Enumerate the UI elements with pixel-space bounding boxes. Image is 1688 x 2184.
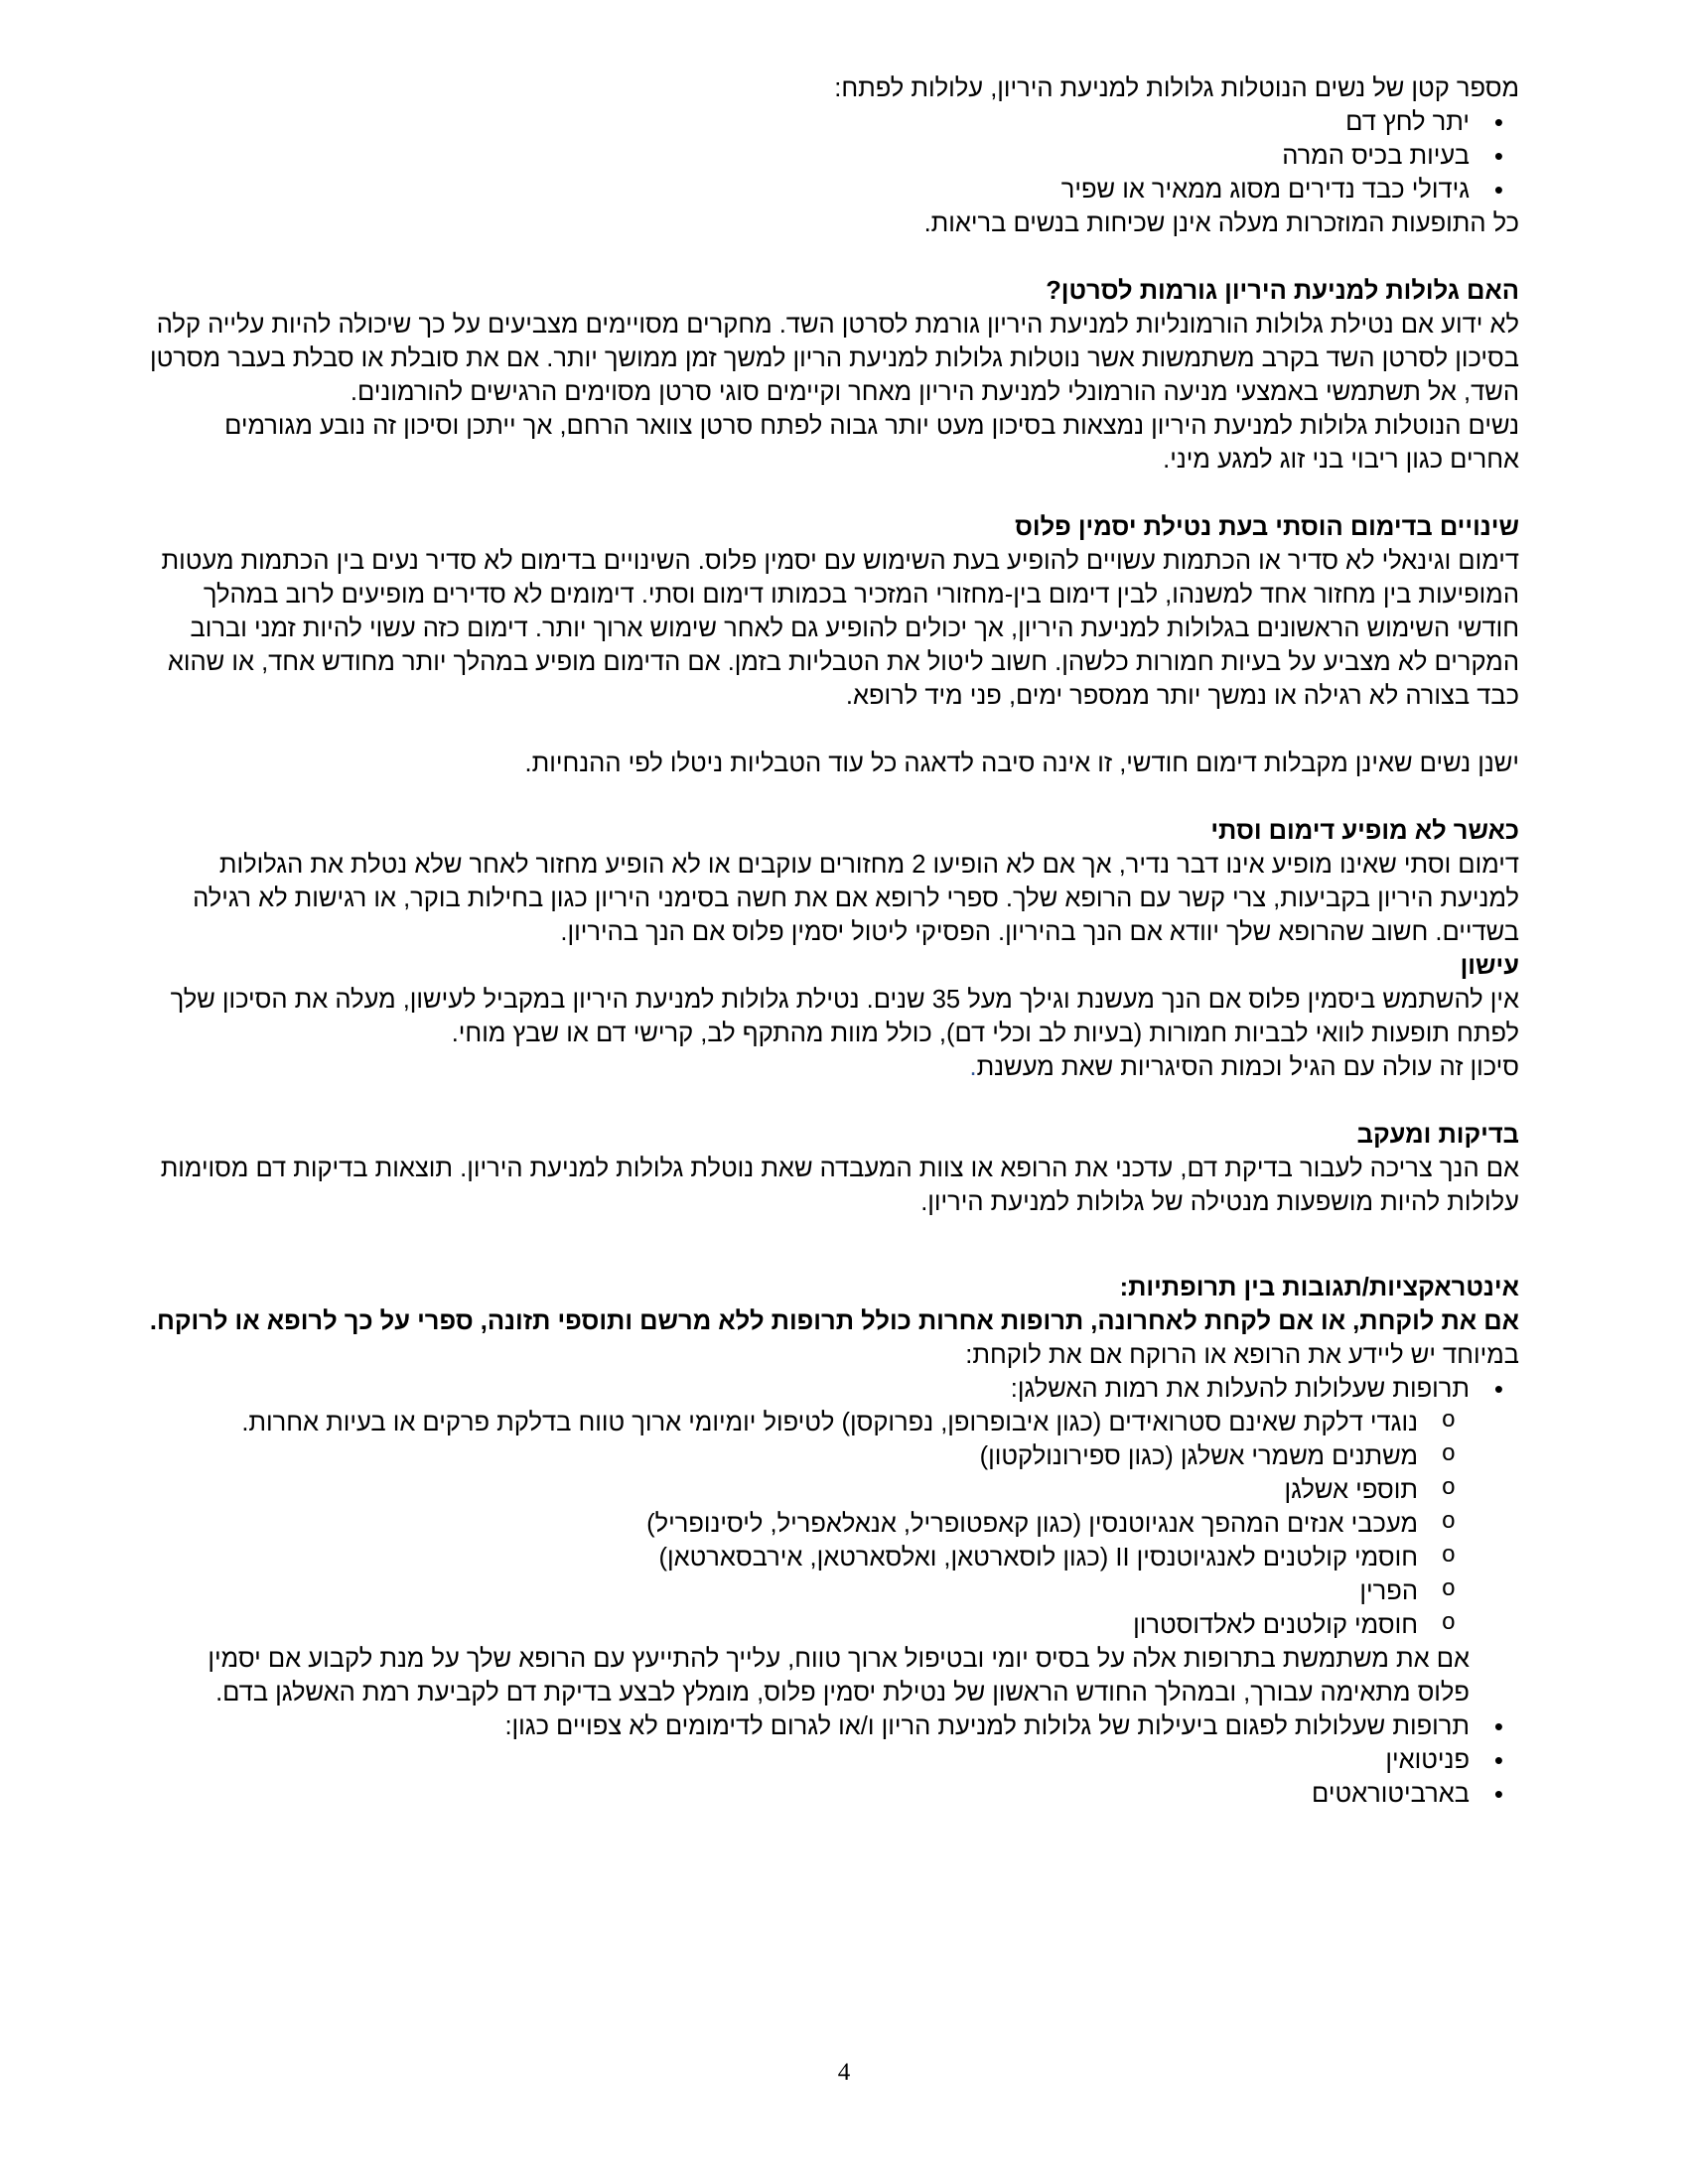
list-item: o מעכבי אנזים המהפך אנגיוטנסין (כגון קאפטופריל, אנאלאפריל, ליסינופריל): [149, 1507, 1470, 1541]
cancer-paragraph: נשים הנוטלות גלולות למניעת היריון נמצאות בסיכון מעט יותר גבוה לפתח סרטן צוואר הרחם, אך ייתכן וסיכון זה נובע מגורמים אחרים כגון ריבוי בני זוג למגע מיני.: [224, 412, 1519, 474]
intro-lead: מספר קטן של נשים הנוטלות גלולות למניעת היריון, עלולות לפתח:: [834, 74, 1519, 102]
list-item: • יתר לחץ דם: [149, 105, 1519, 139]
smoking-risk-text: סיכון זה עולה עם הגיל וכמות הסיגריות שאת מעשנת: [976, 1053, 1519, 1081]
list-item: o חוסמי קולטנים לאנגיוטנסין II (כגון לוסארטאן, ואלסארטאן, אירבסארטאן): [149, 1541, 1470, 1574]
document-page: [149, 71, 1519, 1811]
tests-paragraph: אם הנך צריכה לעבור בדיקת דם, עדכני את הרופא או צוות המעבדה שאת נוטלת גלולות למניעת היריון. תוצאות בדיקות דם מסוימות עלולות להיות מושפעות מנטילה של גלולות למניעת היריון.: [160, 1155, 1519, 1216]
no-bleeding-paragraph: דימום וסתי שאינו מופיע אינו דבר נדיר, אך אם לא הופיעו 2 מחזורים עוקבים או לא הופיע מחזור לאחר שלא נטלת את הגלולות למניעת היריון בקביעות, צרי קשר עם הרופא שלך. ספרי לרופא אם את חשה בסימני היריון כגון בחילות בוקר, או רגישות לא רגילה בשדיים. חשוב שהרופא שלך יוודא אם הנך בהיריון. הפסיקי ליטול יסמין פלוס אם הנך בהיריון.: [193, 851, 1519, 946]
section-title-cancer: האם גלולות למניעת היריון גורמות לסרטן?: [1046, 277, 1519, 305]
interactions-bold-lead: אם את לוקחת, או אם לקחת לאחרונה, תרופות אחרות כולל תרופות ללא מרשם ותוספי תזונה, ספרי על כך לרופא או לרוקח.: [149, 1307, 1519, 1335]
side-effects-list: [149, 105, 1519, 206]
interactions-lead: [149, 1304, 1519, 1372]
section-title-no-bleeding: כאשר לא מופיע דימום וסתי: [1210, 817, 1519, 845]
section-title-bleeding: שינויים בדימום הוסתי בעת נטילת יסמין פלוס: [1015, 513, 1519, 541]
smoking-paragraph: אין להשתמש ביסמין פלוס אם הנך מעשנת וגילך מעל 35 שנים. נטילת גלולות למניעת היריון במקביל לעישון, מעלה את הסיכון שלך לפתח תופעות לוואי לבביות חמורות (בעיות לב וכלי דם), כולל מוות מהתקף לב, קרישי דם או שבץ מוחי.: [170, 986, 1519, 1047]
list-item: o תוספי אשלגן: [149, 1473, 1470, 1507]
interactions-list: [149, 1372, 1519, 1406]
section-title-smoking: עישון: [1460, 952, 1519, 980]
potassium-note: אם את משתמשת בתרופות אלה על בסיס יומי ובטיפול ארוך טווח, עלייך להתייעץ עם הרופא שלך על מנת לקבוע אם יסמין פלוס מתאימה עבורך, ובמהלך החודש הראשון של נטילת יסמין פלוס, מומלץ לבצע בדיקת דם לקביעת רמת האשלגן בדם.: [208, 1645, 1470, 1706]
interactions-lead-rest: במיוחד יש ליידע את הרופא או הרוקח אם את לוקחת:: [965, 1341, 1519, 1369]
cancer-paragraph: לא ידוע אם נטילת גלולות הורמונליות למניעת היריון גורמת לסרטן השד. מחקרים מסויימים מצביעים על כך שיכולה להיות עלייה קלה בסיכון לסרטן השד בקרב משתמשות אשר נוטלות גלולות למניעת הריון למשך זמן ממושך יותר. אם את סובלת או סבלת בעבר מסרטן השד, אל תשתמשי באמצעי מניעה הורמונלי למניעת היריון מאחר וקיימים סוגי סרטן מסוימים הרגישים להורמונים.: [149, 311, 1519, 406]
list-item: [149, 1372, 1519, 1406]
list-item: o נוגדי דלקת שאינם סטרואידים (כגון איבופרופן, נפרוקסן) לטיפול יומיומי ארוך טווח בדלקת פרקים או בעיות אחרות.: [149, 1406, 1470, 1439]
list-item: • פניטואין: [149, 1743, 1519, 1777]
list-item: • בעיות בכיס המרה: [149, 139, 1519, 173]
section-title-interactions: אינטראקציות/תגובות בין תרופתיות:: [1119, 1274, 1519, 1301]
bleeding-paragraph: ישנן נשים שאינן מקבלות דימום חודשי, זו אינה סיבה לדאגה כל עוד הטבליות ניטלו לפי ההנחיות.: [524, 750, 1519, 777]
list-item: o הפרין: [149, 1574, 1470, 1608]
section-title-tests: בדיקות ומעקב: [1356, 1121, 1519, 1149]
list-item: o חוסמי קולטנים לאלדוסטרון: [149, 1608, 1470, 1642]
list-item: • גידולי כבד נדירים מסוג ממאיר או שפיר: [149, 173, 1519, 206]
list-item: o משתנים משמרי אשלגן (כגון ספירונולקטון): [149, 1439, 1470, 1473]
efficacy-list: [149, 1709, 1519, 1811]
list-item: • תרופות שעלולות לפגום ביעילות של גלולות למניעת הריון ו/או לגרום לדימומים לא צפויים כגון:: [149, 1709, 1519, 1743]
potassium-item: תרופות שעלולות להעלות את רמות האשלגן:: [1010, 1375, 1470, 1403]
potassium-sublist: [149, 1406, 1470, 1642]
smoking-paragraph: [149, 1050, 1519, 1084]
list-item: • בארביטוראטים: [149, 1777, 1519, 1811]
smoking-risk-period: .: [969, 1053, 977, 1081]
page-number: 4: [837, 2059, 851, 2086]
bleeding-paragraph: דימום וגינאלי לא סדיר או הכתמות עשויים להופיע בעת השימוש עם יסמין פלוס. השינויים בדימום לא סדיר נעים בין הכתמות מעטות המופיעות בין מחזור אחד למשנהו, לבין דימום בין-מחזורי המזכיר בכמותו דימום וסתי. דימומים לא סדירים מופיעים לרוב במהלך חודשי השימוש הראשונים בגלולות למניעת היריון, אך יכולים להופיע גם לאחר שימוש ארוך יותר. דימום כזה עשוי להיות זמני וברוב המקרים לא מצביע על בעיות חמורות כלשהן. חשוב ליטול את הטבליות בזמן. אם הדימום מופיע במהלך יותר מחודש אחד, או שהוא כבד בצורה לא רגילה או נמשך יותר ממספר ימים, פני מיד לרופא.: [161, 547, 1519, 710]
intro-closing: כל התופעות המוזכרות מעלה אינן שכיחות בנשים בריאות.: [923, 209, 1519, 237]
